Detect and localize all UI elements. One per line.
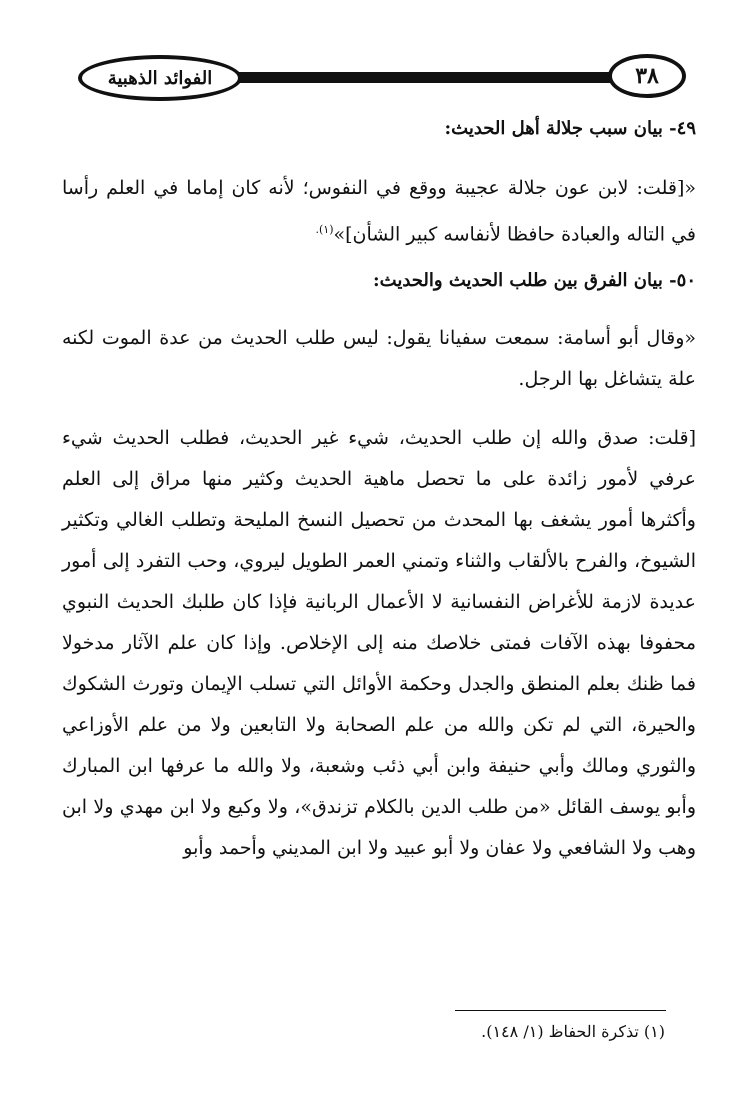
section-49 — [62, 118, 696, 139]
section-49-body — [62, 168, 696, 255]
paragraph: «وقال أبو أسامة: سمعت سفيانا يقول: ليس طلب الحديث من عدة الموت لكنه علة يتشاغل بها الرجل. — [62, 327, 696, 390]
book-title: الفوائد الذهبية — [107, 67, 213, 89]
page-number-oval — [608, 54, 686, 98]
section-heading: ٤٩- بيان سبب جلالة أهل الحديث: — [444, 118, 696, 139]
book-title-oval — [78, 55, 242, 101]
page-header — [0, 50, 755, 110]
paragraph-text: «[قلت: لابن عون جلالة عجيبة ووقع في النفوس؛ لأنه كان إماما في العلم رأسا في التاله والعبادة حافظا لأنفاسه كبير الشأن]» — [62, 177, 696, 246]
footnote-divider — [455, 1010, 666, 1011]
section-heading: ٥٠- بيان الفرق بين طلب الحديث والحديث: — [373, 270, 696, 291]
paragraph — [62, 168, 696, 255]
footnote-ref: (١). — [315, 223, 334, 236]
section-50-body — [62, 318, 696, 869]
page-number: ٣٨ — [635, 63, 659, 89]
header-rule — [178, 72, 645, 83]
footnote: (١) تذكرة الحفاظ (١/ ١٤٨). — [481, 1022, 665, 1041]
paragraph: [قلت: صدق والله إن طلب الحديث، شيء غير الحديث، فطلب الحديث شيء عرفي لأمور زائدة على ما تحصل ماهية الحديث وكثير منها مراق إلى العلم وأكثرها أمور يشغف بها المحدث من تحصيل النسخ المليحة وتطلب الغالي وتكثير الشيوخ، والفرح بالألقاب والثناء وتمني العمر الطويل ليروي، وحب التفرد إلى أمور عديدة لازمة للأغراض النفسانية لا الأعمال الربانية فإذا كان طلبك الحديث النبوي محفوفا بهذه الآفات فمتى خلاصك منه إلى الإخلاص. وإذا كان علم الآثار مدخولا فما ظنك بعلم المنطق والجدل وحكمة الأوائل التي تسلب الإيمان وتورث الشكوك والحيرة، التي لم تكن والله من علم الصحابة ولا التابعين ولا من علم الأوزاعي والثوري ومالك وأبي حنيفة وابن أبي ذئب وشعبة، ولا والله ما عرفها ابن المبارك وأبو يوسف القائل «من طلب الدين بالكلام تزندق»، ولا وكيع ولا ابن مهدي ولا ابن وهب ولا الشافعي ولا عفان ولا أبو عبيد ولا ابن المديني وأحمد وأبو — [62, 427, 696, 859]
section-50 — [62, 270, 696, 291]
